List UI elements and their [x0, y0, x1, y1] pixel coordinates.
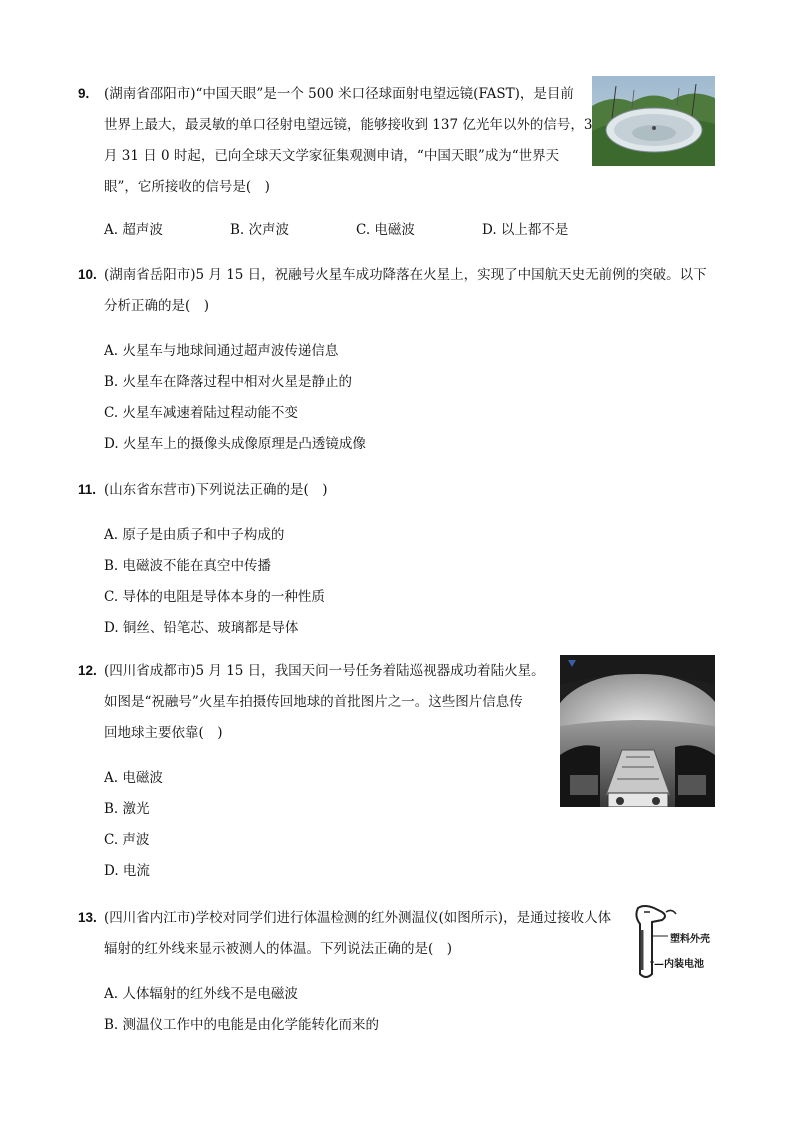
question-number: 10. — [78, 267, 97, 282]
fast-telescope-image — [592, 76, 715, 166]
option-a: A. 火星车与地球间通过超声波传递信息 — [104, 343, 339, 359]
question-text-line: (山东省东营市)下列说法正确的是( ) — [104, 482, 328, 498]
question-text-line: 月 31 日 0 时起，已向全球天文学家征集观测申请，“中国天眼”成为“世界天 — [104, 148, 560, 164]
question-10 — [78, 259, 718, 460]
question-text-line: 世界上最大，最灵敏的单口径射电望远镜，能够接收到 137 亿光年以外的信号，3 — [104, 117, 593, 133]
option-c: C. 火星车减速着陆过程动能不变 — [104, 405, 298, 421]
label-internal-battery: —内装电池 — [654, 959, 704, 970]
option-a: A. 超声波 — [104, 222, 163, 238]
option-c: C. 电磁波 — [356, 222, 415, 238]
option-b: B. 火星车在降落过程中相对火星是静止的 — [104, 374, 353, 390]
option-d: D. 电流 — [104, 863, 150, 879]
question-text-line: (四川省内江市)学校对同学们进行体温检测的红外测温仪(如图所示)，是通过接收人体 — [104, 910, 612, 926]
option-a: A. 人体辐射的红外线不是电磁波 — [104, 986, 298, 1002]
option-d: D. 以上都不是 — [482, 222, 569, 238]
options — [78, 215, 718, 246]
question-text-line: 眼”，它所接收的信号是( ) — [104, 179, 270, 195]
option-b: B. 测温仪工作中的电能是由化学能转化而来的 — [104, 1017, 380, 1033]
options — [78, 520, 718, 644]
question-11 — [78, 474, 718, 644]
question-number: 11. — [78, 482, 97, 497]
question-text-line: 分析正确的是( ) — [104, 298, 210, 314]
option-d: D. 火星车上的摄像头成像原理是凸透镜成像 — [104, 436, 366, 452]
question-text-line: 辐射的红外线来显示被测人的体温。下列说法正确的是( ) — [104, 941, 453, 957]
option-b: B. 激光 — [104, 801, 150, 817]
question-text-line: (湖南省岳阳市)5 月 15 日，祝融号火星车成功降落在火星上，实现了中国航天史无前例的突破。以下 — [104, 267, 707, 283]
question-number: 13. — [78, 910, 97, 925]
question-13 — [78, 902, 718, 1041]
question-text-line: (湖南省邵阳市)“中国天眼”是一个 500 米口径球面射电望远镜(FAST)，是目前 — [104, 86, 574, 102]
question-text-line: 回地球主要依靠( ) — [104, 725, 223, 741]
option-b: B. 次声波 — [230, 222, 290, 238]
question-text-line: 如图是“祝融号”火星车拍摄传回地球的首批图片之一。这些图片信息传 — [104, 694, 523, 710]
options — [78, 336, 718, 460]
option-d: D. 铜丝、铅笔芯、玻璃都是导体 — [104, 620, 299, 636]
label-plastic-shell: 塑料外壳 — [670, 934, 710, 945]
question-text-line: (四川省成都市)5 月 15 日，我国天问一号任务着陆巡视器成功着陆火星。 — [104, 663, 545, 679]
infrared-thermometer-image — [632, 904, 724, 982]
option-c: C. 导体的电阻是导体本身的一种性质 — [104, 589, 325, 605]
option-b: B. 电磁波不能在真空中传播 — [104, 558, 272, 574]
option-a: A. 电磁波 — [104, 770, 163, 786]
question-number: 9. — [78, 86, 90, 101]
options — [78, 979, 718, 1041]
option-c: C. 声波 — [104, 832, 150, 848]
question-number: 12. — [78, 663, 97, 678]
option-a: A. 原子是由质子和中子构成的 — [104, 527, 285, 543]
mars-surface-image — [560, 655, 715, 807]
